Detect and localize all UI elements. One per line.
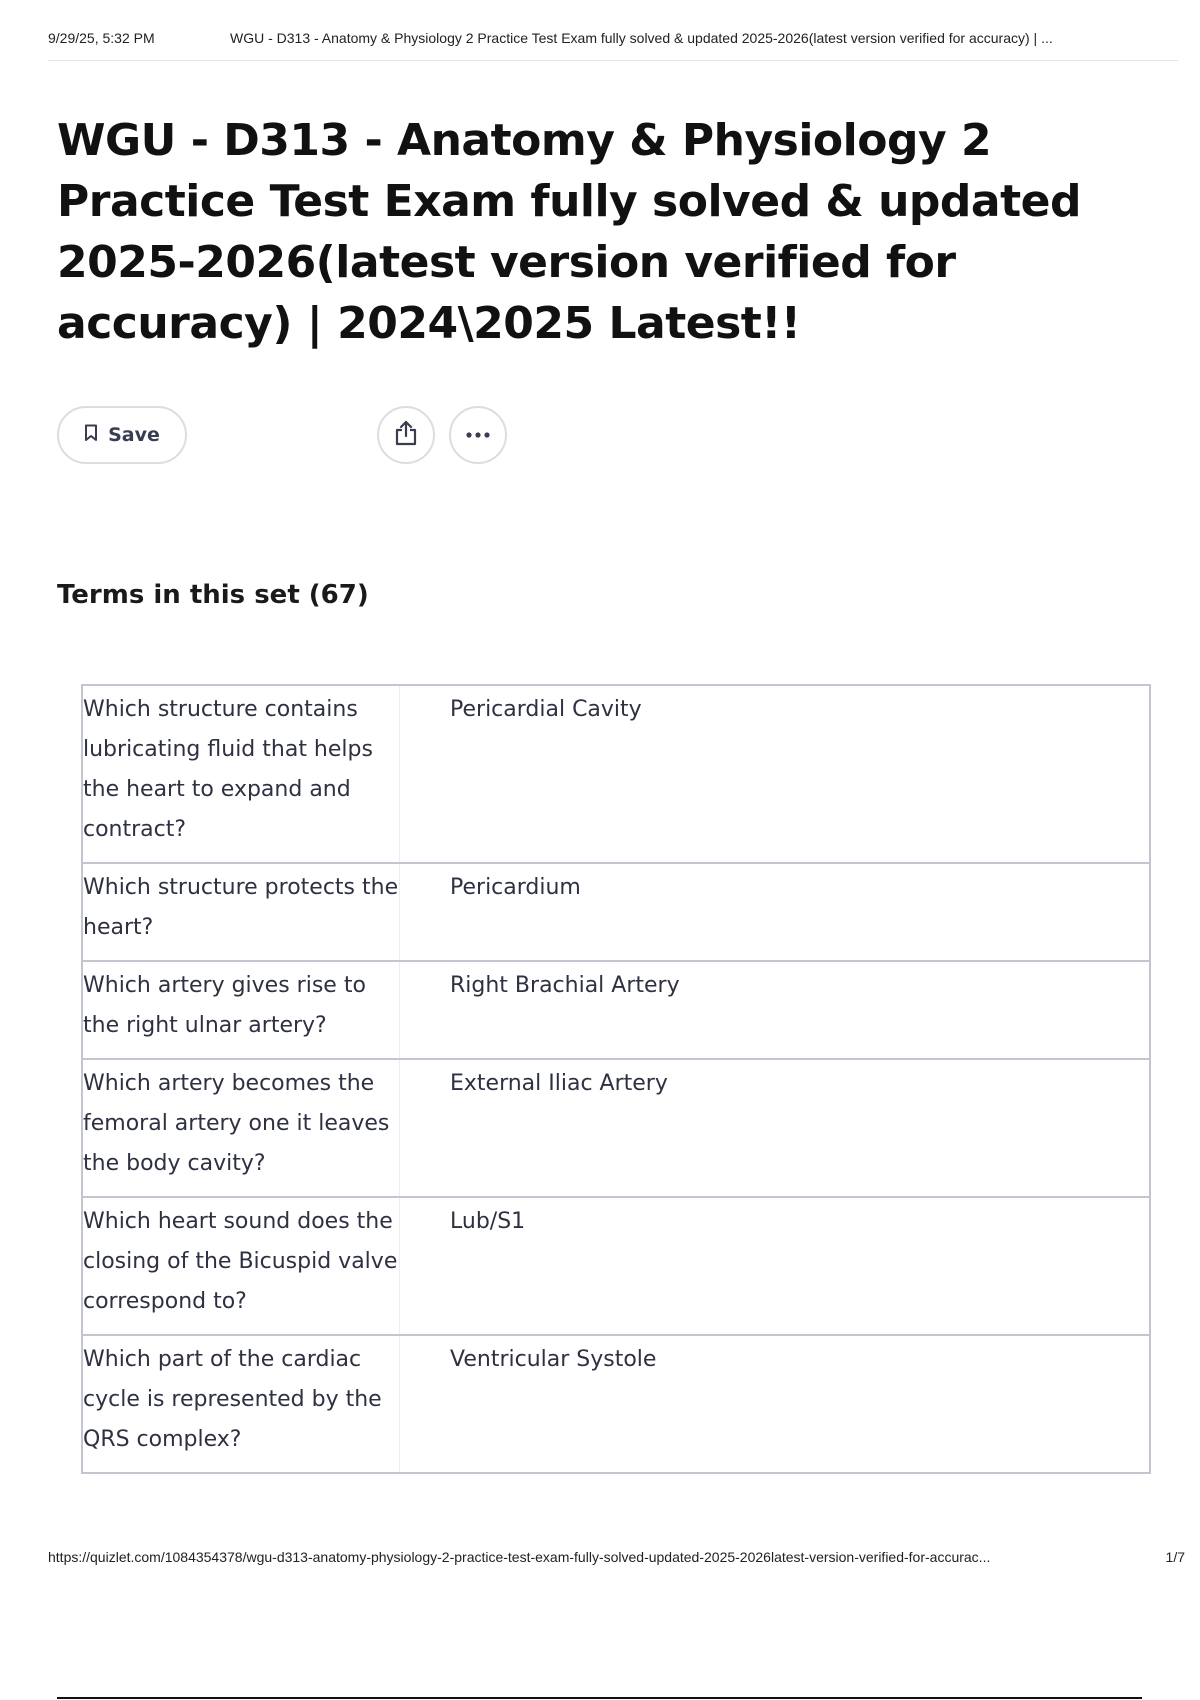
term-row[interactable] xyxy=(81,864,1151,962)
term-answer: Lub/S1 xyxy=(450,1209,526,1234)
term-answer: Right Brachial Artery xyxy=(450,973,680,998)
term-question: Which heart sound does the closing of the Bicuspid valve correspond to? xyxy=(83,1198,400,1334)
term-question: Which structure protects the heart? xyxy=(83,864,400,960)
page-number: 1/7 xyxy=(1165,1549,1185,1565)
page-url: https://quizlet.com/1084354378/wgu-d313-anatomy-physiology-2-practice-test-exam-fully-solved-updated-2025-2026latest-version-verified-for-accurac... xyxy=(48,1549,991,1565)
term-row[interactable] xyxy=(81,1060,1151,1198)
term-answer: Ventricular Systole xyxy=(450,1347,657,1372)
bookmark-icon xyxy=(84,424,98,447)
save-button[interactable] xyxy=(57,406,187,464)
print-date: 9/29/25, 5:32 PM xyxy=(48,30,155,46)
terms-heading: Terms in this set (67) xyxy=(57,580,369,610)
term-question: Which artery gives rise to the right ulnar artery? xyxy=(83,962,400,1058)
term-row[interactable] xyxy=(81,962,1151,1060)
term-question: Which artery becomes the femoral artery one it leaves the body cavity? xyxy=(83,1060,400,1196)
print-header xyxy=(48,30,1178,61)
print-doc-title: WGU - D313 - Anatomy & Physiology 2 Practice Test Exam fully solved & updated 2025-2026(latest version verified for accuracy) | ... xyxy=(230,30,1053,46)
term-answer: Pericardium xyxy=(450,875,581,900)
action-bar xyxy=(57,406,517,468)
save-label: Save xyxy=(108,424,160,446)
page-divider xyxy=(57,1697,1142,1699)
term-answer: Pericardial Cavity xyxy=(450,697,642,722)
term-answer: External Iliac Artery xyxy=(450,1071,668,1096)
more-icon xyxy=(465,426,491,444)
term-question: Which structure contains lubricating fluid that helps the heart to expand and contract? xyxy=(83,686,400,862)
term-question: Which part of the cardiac cycle is represented by the QRS complex? xyxy=(83,1336,400,1472)
term-row[interactable] xyxy=(81,1336,1151,1474)
term-row[interactable] xyxy=(81,1198,1151,1336)
page-title: WGU - D313 - Anatomy & Physiology 2 Practice Test Exam fully solved & updated 2025-2026(latest version verified for accuracy) | 2024\2025 Latest!! xyxy=(57,115,1081,349)
terms-list xyxy=(81,684,1151,1474)
term-row[interactable] xyxy=(81,684,1151,864)
share-button[interactable] xyxy=(377,406,435,464)
more-options-button[interactable] xyxy=(449,406,507,464)
share-icon xyxy=(394,419,418,452)
